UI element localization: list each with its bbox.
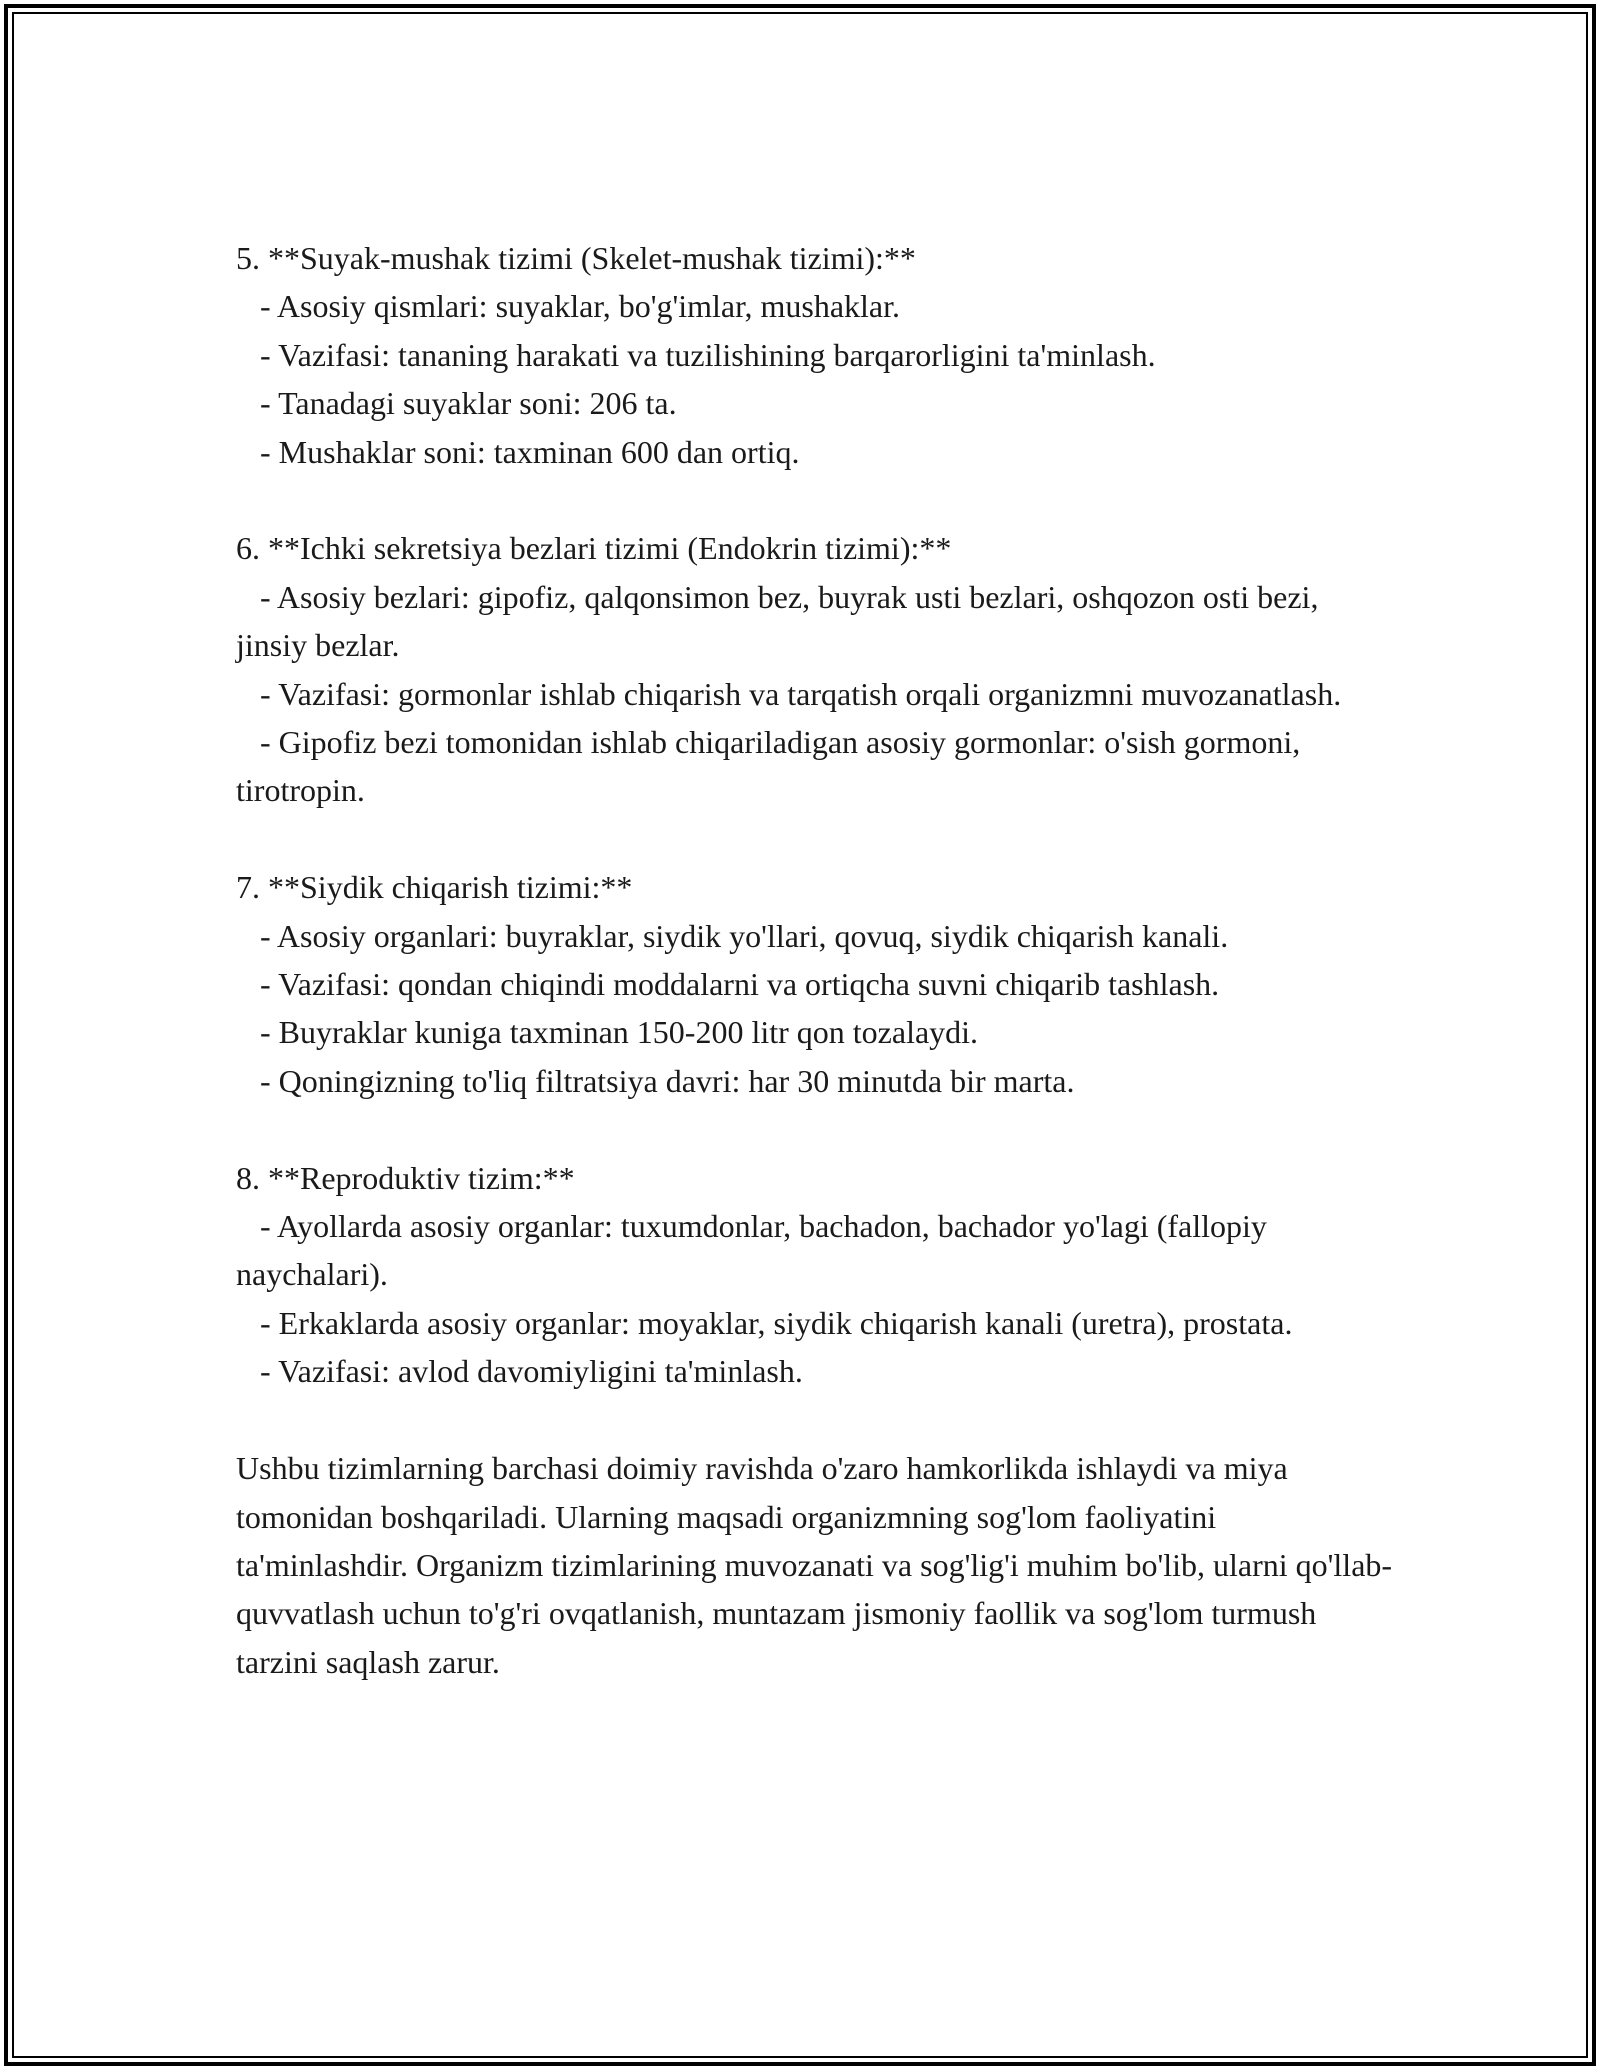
list-item: - Ayollarda asosiy organlar: tuxumdonlar, bachadon, bachador yo'lagi (fallopiy naychalari). bbox=[236, 1208, 1275, 1293]
list-item: - Asosiy bezlari: gipofiz, qalqonsimon bez, buyrak usti bezlari, oshqozon osti bezi, jinsiy bezlar. bbox=[236, 578, 1327, 664]
section-heading: 5. **Suyak-mushak tizimi (Skelet-mushak tizimi):** bbox=[236, 240, 916, 276]
section-urinary bbox=[236, 863, 1396, 1105]
section-spacer bbox=[236, 476, 1396, 524]
list-item: - Asosiy organlari: buyraklar, siydik yo'llari, qovuq, siydik chiqarish kanali. bbox=[260, 917, 1229, 954]
section-endocrine bbox=[236, 524, 1396, 814]
list-item: - Mushaklar soni: taxminan 600 dan ortiq. bbox=[260, 433, 800, 470]
conclusion-paragraph: Ushbu tizimlarning barchasi doimiy ravishda o'zaro hamkorlikda ishlaydi va miya tomonidan boshqariladi. Ularning maqsadi organizmning sog'lom faoliyatini ta'minlashdir. Organizm tizimlarining muvozanati va sog'lig'i muhim bo'lib, ularni qo'llab-quvvatlash uchun to'g'ri ovqatlanish, muntazam jismoniy faollik va sog'lom turmush tarzini saqlash zarur. bbox=[236, 1450, 1393, 1680]
list-item: - Tanadagi suyaklar soni: 206 ta. bbox=[260, 385, 677, 422]
list-item: - Gipofiz bezi tomonidan ishlab chiqariladigan asosiy gormonlar: o'sish gormoni, tirotropin. bbox=[236, 724, 1309, 809]
list-item: - Vazifasi: tananing harakati va tuzilishining barqarorligini ta'minlash. bbox=[260, 336, 1156, 373]
document-body bbox=[236, 234, 1396, 1686]
section-spacer bbox=[236, 1396, 1396, 1444]
list-item: - Erkaklarda asosiy organlar: moyaklar, siydik chiqarish kanali (uretra), prostata. bbox=[260, 1304, 1293, 1341]
section-spacer bbox=[236, 1105, 1396, 1153]
list-item: - Vazifasi: gormonlar ishlab chiqarish va tarqatish orqali organizmni muvozanatlash. bbox=[260, 675, 1342, 712]
section-spacer bbox=[236, 815, 1396, 863]
section-reproductive bbox=[236, 1154, 1396, 1396]
section-heading: 7. **Siydik chiqarish tizimi:** bbox=[236, 869, 633, 906]
section-skeletal-muscular bbox=[236, 234, 1396, 476]
list-item: - Vazifasi: avlod davomiyligini ta'minlash. bbox=[260, 1353, 803, 1390]
list-item: - Buyraklar kuniga taxminan 150-200 litr qon tozalaydi. bbox=[260, 1014, 979, 1051]
section-heading: 6. **Ichki sekretsiya bezlari tizimi (Endokrin tizimi):** bbox=[236, 530, 952, 567]
list-item: - Asosiy qismlari: suyaklar, bo'g'imlar, mushaklar. bbox=[260, 288, 900, 325]
list-item: - Qoningizning to'liq filtratsiya davri: har 30 minutda bir marta. bbox=[260, 1062, 1075, 1099]
section-heading: 8. **Reproduktiv tizim:** bbox=[236, 1159, 575, 1196]
list-item: - Vazifasi: qondan chiqindi moddalarni va ortiqcha suvni chiqarib tashlash. bbox=[260, 966, 1220, 1003]
